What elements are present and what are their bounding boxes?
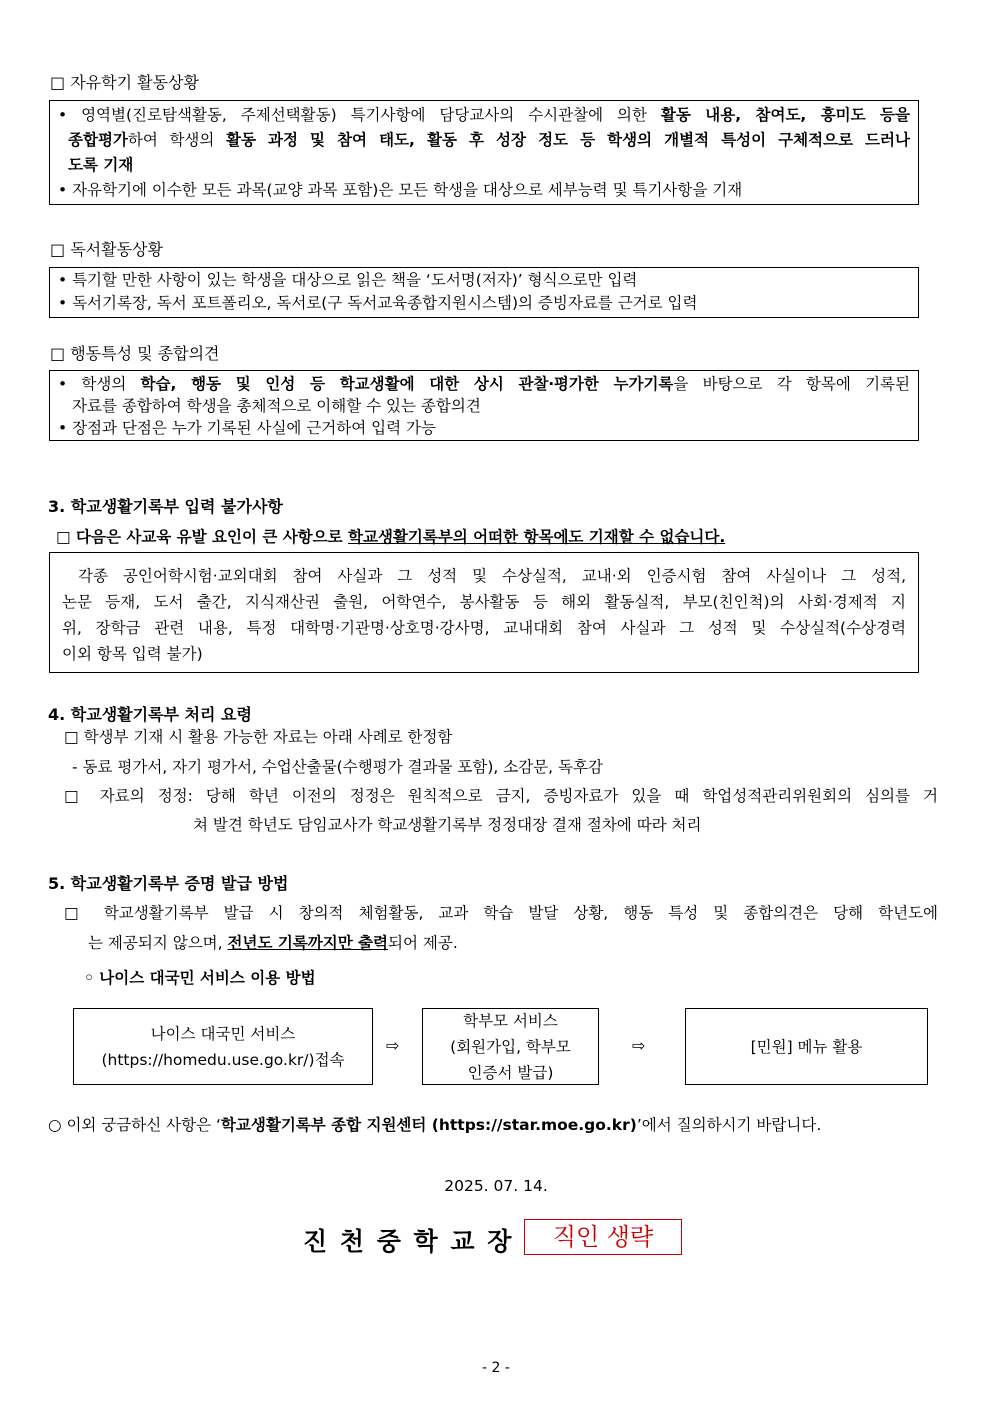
section-3-box-line-1: 각종 공인어학시험‧교외대회 참여 사실과 그 성적 및 수상실적, 교내‧외 인증시험 참여 사실이나 그 성적, xyxy=(78,567,906,585)
behavior-line-1: • 학생의 학습, 행동 및 인성 등 학교생활에 대한 상시 관찰‧평가한 누가기록을 바탕으로 각 항목에 기록된 xyxy=(58,375,910,393)
free-semester-line-4: • 자유학기에 이수한 모든 과목(교양 과목 포함)은 모든 학생을 대상으로 세부능력 및 특기사항을 기재 xyxy=(58,181,743,199)
section-4-line-2: - 동료 평가서, 자기 평가서, 수업산출물(수행평가 결과물 포함), 소감문, 독후감 xyxy=(72,758,603,776)
arrow-icon: ⇨ xyxy=(632,1036,646,1055)
section-5-line-1: □ 학교생활기록부 발급 시 창의적 체험활동, 교과 학습 발달 상황, 행동 특성 및 종합의견은 당해 학년도에 xyxy=(64,904,938,922)
page-number: - 2 - xyxy=(482,1360,510,1376)
section-3-title: 3. 학교생활기록부 입력 불가사항 xyxy=(48,497,283,516)
free-semester-line-3: 도록 기재 xyxy=(68,156,134,174)
flow-step-1 xyxy=(73,1008,373,1085)
flow-step-2 xyxy=(422,1008,599,1085)
free-semester-heading: □ 자유학기 활동상황 xyxy=(50,73,199,92)
section-3-box-line-3: 위, 장학금 관련 내용, 특정 대학명‧기관명‧상호명‧강사명, 교내대회 참여 사실과 그 성적 및 수상실적(수상경력 xyxy=(62,619,906,637)
seal-omitted-stamp: 직인 생략 xyxy=(524,1219,682,1255)
flow-step-2-line-2: (회원가입, 학부모 xyxy=(450,1037,571,1056)
section-4-line-3: □ 자료의 정정: 당해 학년 이전의 정정은 원칙적으로 금지, 증빙자료가 있을 때 학업성적관리위원회의 심의를 거 xyxy=(64,787,938,805)
reading-line-2: • 독서기록장, 독서 포트폴리오, 독서로(구 독서교육종합지원시스템)의 증빙자료를 근거로 입력 xyxy=(58,294,698,312)
behavior-line-3: • 장점과 단점은 누가 기록된 사실에 근거하여 입력 가능 xyxy=(58,419,436,437)
reading-box xyxy=(49,267,919,318)
behavior-line-2: 자료를 종합하여 학생을 총체적으로 이해할 수 있는 종합의견 xyxy=(72,397,481,415)
section-3-box xyxy=(49,552,919,673)
document-date: 2025. 07. 14. xyxy=(444,1177,548,1195)
free-semester-line-1: • 영역별(진로탐색활동, 주제선택활동) 특기사항에 담당교사의 수시관찰에 의한 활동 내용, 참여도, 흥미도 등을 xyxy=(58,106,910,124)
flow-step-3: [민원] 메뉴 활용 xyxy=(685,1008,928,1085)
section-5-line-2: 는 제공되지 않으며, 전년도 기록까지만 출력되어 제공. xyxy=(88,934,458,952)
flow-step-2-line-3: 인증서 발급) xyxy=(467,1063,554,1082)
free-semester-box xyxy=(49,100,919,205)
section-4-title: 4. 학교생활기록부 처리 요령 xyxy=(48,705,252,724)
free-semester-line-2: 종합평가하여 학생의 활동 과정 및 참여 태도, 활동 후 성장 정도 등 학생의 개별적 특성이 구체적으로 드러나 xyxy=(68,131,910,149)
flow-step-1-line-2: (https://homedu.use.go.kr/)접속 xyxy=(101,1050,345,1069)
behavior-box xyxy=(49,370,919,441)
section-4-line-4: 쳐 발견 학년도 담임교사가 학교생활기록부 정정대장 결재 절차에 따라 처리 xyxy=(193,816,702,834)
neis-service-heading: ◦ 나이스 대국민 서비스 이용 방법 xyxy=(84,969,316,987)
section-3-box-line-4: 이외 항목 입력 불가) xyxy=(62,645,203,663)
flow-step-2-line-1: 학부모 서비스 xyxy=(463,1011,558,1030)
reading-heading: □ 독서활동상황 xyxy=(50,240,163,259)
signer-title: 진 천 중 학 교 장 xyxy=(303,1227,514,1256)
section-3-box-line-2: 논문 등재, 도서 출간, 지식재산권 출원, 어학연수, 봉사활동 등 해외 활동실적, 부모(친인척)의 사회‧경제적 지 xyxy=(62,593,906,611)
section-4-line-1: □ 학생부 기재 시 활용 가능한 자료는 아래 사례로 한정함 xyxy=(64,728,453,746)
flow-step-1-line-1: 나이스 대국민 서비스 xyxy=(150,1024,296,1043)
section-5-title: 5. 학교생활기록부 증명 발급 방법 xyxy=(48,874,289,893)
closing-note: ○ 이외 궁금하신 사항은 ‘학교생활기록부 종합 지원센터 (https://star.moe.go.kr)’에서 질의하시기 바랍니다. xyxy=(48,1116,822,1134)
section-3-subtitle: □ 다음은 사교육 유발 요인이 큰 사항으로 학교생활기록부의 어떠한 항목에도 기재할 수 없습니다. xyxy=(56,528,726,546)
behavior-heading: □ 행동특성 및 종합의견 xyxy=(50,344,220,363)
reading-line-1: • 특기할 만한 사항이 있는 학생을 대상으로 읽은 책을 ‘도서명(저자)’ 형식으로만 입력 xyxy=(58,271,638,289)
arrow-icon: ⇨ xyxy=(386,1036,400,1055)
